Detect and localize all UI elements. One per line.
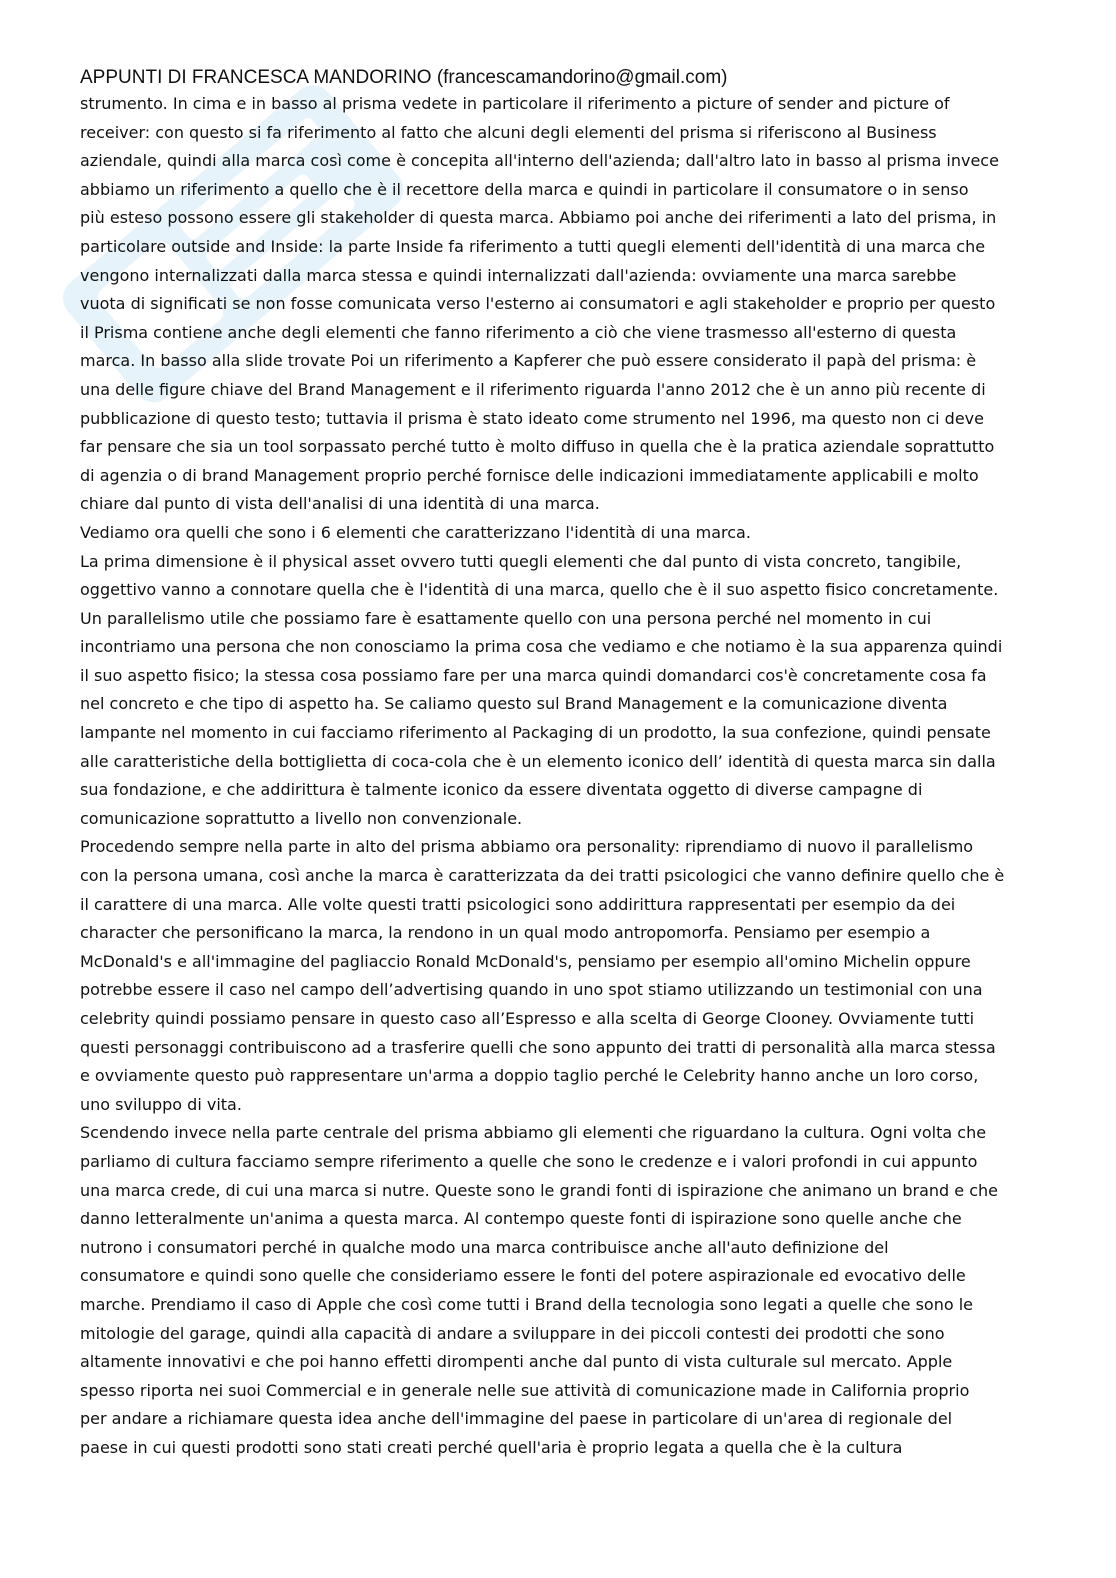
text-line: receiver: con questo si fa riferimento al fatto che alcuni degli elementi del prisma si riferiscono al Business: [80, 122, 937, 142]
text-line: questi personaggi contribuiscono ad a trasferire quelli che sono appunto dei tratti di personalità alla marca stessa: [80, 1037, 996, 1057]
paragraph: [80, 833, 1045, 1119]
text-line: far pensare che sia un tool sorpassato perché tutto è molto diffuso in quella che è la pratica aziendale soprattutto: [80, 437, 995, 457]
text-line: il carattere di una marca. Alle volte questi tratti psicologici sono addirittura rappresentati per esempio da dei: [80, 894, 956, 914]
text-line: una delle figure chiave del Brand Management e il riferimento riguarda l'anno 2012 che è un anno più recente di: [80, 379, 986, 399]
page-header: APPUNTI DI FRANCESCA MANDORINO (francescamandorino@gmail.com): [80, 67, 728, 88]
text-line: per andare a richiamare questa idea anche dell'immagine del paese in particolare di un'area di regionale del: [80, 1409, 953, 1429]
paragraph: [80, 519, 1045, 548]
text-line: aziendale, quindi alla marca così come è concepita all'interno dell'azienda; dall'altro lato in basso al prisma invece: [80, 151, 999, 171]
text-line: chiare dal punto di vista dell'analisi di una identità di una marca.: [80, 494, 600, 514]
text-line: con la persona umana, così anche la marca è caratterizzata da dei tratti psicologici che vanno definire quello che è: [80, 866, 1005, 886]
text-line: sua fondazione, e che addirittura è talmente iconico da essere diventata oggetto di diverse campagne di: [80, 780, 923, 800]
text-line: incontriamo una persona che non conosciamo la prima cosa che vediamo e che notiamo è la sua apparenza quindi: [80, 637, 1003, 657]
text-line: e ovviamente questo può rappresentare un'arma a doppio taglio perché le Celebrity hanno anche un loro corso,: [80, 1066, 979, 1086]
text-line: lampante nel momento in cui facciamo riferimento al Packaging di un prodotto, la sua confezione, quindi pensate: [80, 723, 991, 743]
paragraph: [80, 548, 1045, 834]
text-line: nel concreto e che tipo di aspetto ha. Se caliamo questo sul Brand Management e la comunicazione diventa: [80, 694, 948, 714]
text-line: più esteso possono essere gli stakeholder di questa marca. Abbiamo poi anche dei riferimenti a lato del prisma, in: [80, 208, 997, 228]
text-line: Scendendo invece nella parte centrale del prisma abbiamo gli elementi che riguardano la cultura. Ogni volta che: [80, 1123, 987, 1143]
text-line: una marca crede, di cui una marca si nutre. Queste sono le grandi fonti di ispirazione che animano un brand e che: [80, 1180, 998, 1200]
text-line: danno letteralmente un'anima a questa marca. Al contempo queste fonti di ispirazione sono quelle anche che: [80, 1209, 962, 1229]
text-line: pubblicazione di questo testo; tuttavia il prisma è stato ideato come strumento nel 1996, ma questo non ci deve: [80, 408, 984, 428]
text-line: vuota di significati se non fosse comunicata verso l'esterno ai consumatori e agli stakeholder e proprio per questo: [80, 294, 996, 314]
text-line: vengono internalizzati dalla marca stessa e quindi internalizzati dall'azienda: ovviamente una marca sarebbe: [80, 265, 957, 285]
text-line: il Prisma contiene anche degli elementi che fanno riferimento a ciò che viene trasmesso all'esterno di questa: [80, 322, 957, 342]
text-line: consumatore e quindi sono quelle che consideriamo essere le fonti del potere aspirazionale ed evocativo delle: [80, 1266, 966, 1286]
text-line: altamente innovativi e che poi hanno effetti dirompenti anche dal punto di vista culturale sul mercato. Apple: [80, 1352, 953, 1372]
text-line: potrebbe essere il caso nel campo dell’advertising quando in uno spot stiamo utilizzando un testimonial con una: [80, 980, 983, 1000]
text-line: Vediamo ora quelli che sono i 6 elementi che caratterizzano l'identità di una marca.: [80, 522, 751, 542]
text-line: paese in cui questi prodotti sono stati creati perché quell'aria è proprio legata a quella che è la cultura: [80, 1437, 903, 1457]
text-line: alle caratteristiche della bottiglietta di coca-cola che è un elemento iconico dell’ identità di questa marca sin dalla: [80, 751, 996, 771]
text-line: parliamo di cultura facciamo sempre riferimento a quelle che sono le credenze e i valori profondi in cui appunto: [80, 1151, 978, 1171]
text-line: La prima dimensione è il physical asset ovvero tutti quegli elementi che dal punto di vista concreto, tangibile,: [80, 551, 962, 571]
text-line: celebrity quindi possiamo pensare in questo caso all’Espresso e alla scelta di George Clooney. Ovviamente tutti: [80, 1009, 975, 1028]
text-line: di agenzia o di brand Management proprio perché fornisce delle indicazioni immediatamente applicabili e molto: [80, 465, 979, 485]
text-line: uno sviluppo di vita.: [80, 1094, 242, 1114]
paragraph: [80, 1119, 1045, 1462]
document-body: [80, 90, 1045, 1463]
text-line: comunicazione soprattutto a livello non convenzionale.: [80, 808, 523, 828]
text-line: spesso riporta nei suoi Commercial e in generale nelle sue attività di comunicazione made in California proprio: [80, 1380, 970, 1400]
text-line: nutrono i consumatori perché in qualche modo una marca contribuisce anche all'auto definizione del: [80, 1237, 889, 1257]
text-line: Procedendo sempre nella parte in alto del prisma abbiamo ora personality: riprendiamo di nuovo il parallelismo: [80, 837, 974, 857]
text-line: il suo aspetto fisico; la stessa cosa possiamo fare per una marca quindi domandarci cos'è concretamente cosa fa: [80, 665, 987, 685]
text-line: mitologie del garage, quindi alla capacità di andare a sviluppare in dei piccoli contesti dei prodotti che sono: [80, 1323, 945, 1343]
text-line: marca. In basso alla slide trovate Poi un riferimento a Kapferer che può essere considerato il papà del prisma: è: [80, 351, 977, 371]
text-line: strumento. In cima e in basso al prisma vedete in particolare il riferimento a picture of sender and picture of: [80, 94, 950, 113]
text-line: marche. Prendiamo il caso di Apple che così come tutti i Brand della tecnologia sono legati a quelle che sono le: [80, 1294, 974, 1314]
text-line: character che personificano la marca, la rendono in un qual modo antropomorfa. Pensiamo per esempio a: [80, 923, 931, 943]
paragraph: [80, 90, 1045, 519]
text-line: abbiamo un riferimento a quello che è il recettore della marca e quindi in particolare il consumatore o in senso: [80, 179, 969, 199]
text-line: oggettivo vanno a connotare quella che è l'identità di una marca, quello che è il suo aspetto fisico concretamente.: [80, 580, 999, 600]
text-line: particolare outside and Inside: la parte Inside fa riferimento a tutti quegli elementi dell'identità di una marca che: [80, 236, 986, 256]
text-line: McDonald's e all'immagine del pagliaccio Ronald McDonald's, pensiamo per esempio all'omino Michelin oppure: [80, 951, 971, 971]
text-line: Un parallelismo utile che possiamo fare è esattamente quello con una persona perché nel momento in cui: [80, 608, 932, 628]
